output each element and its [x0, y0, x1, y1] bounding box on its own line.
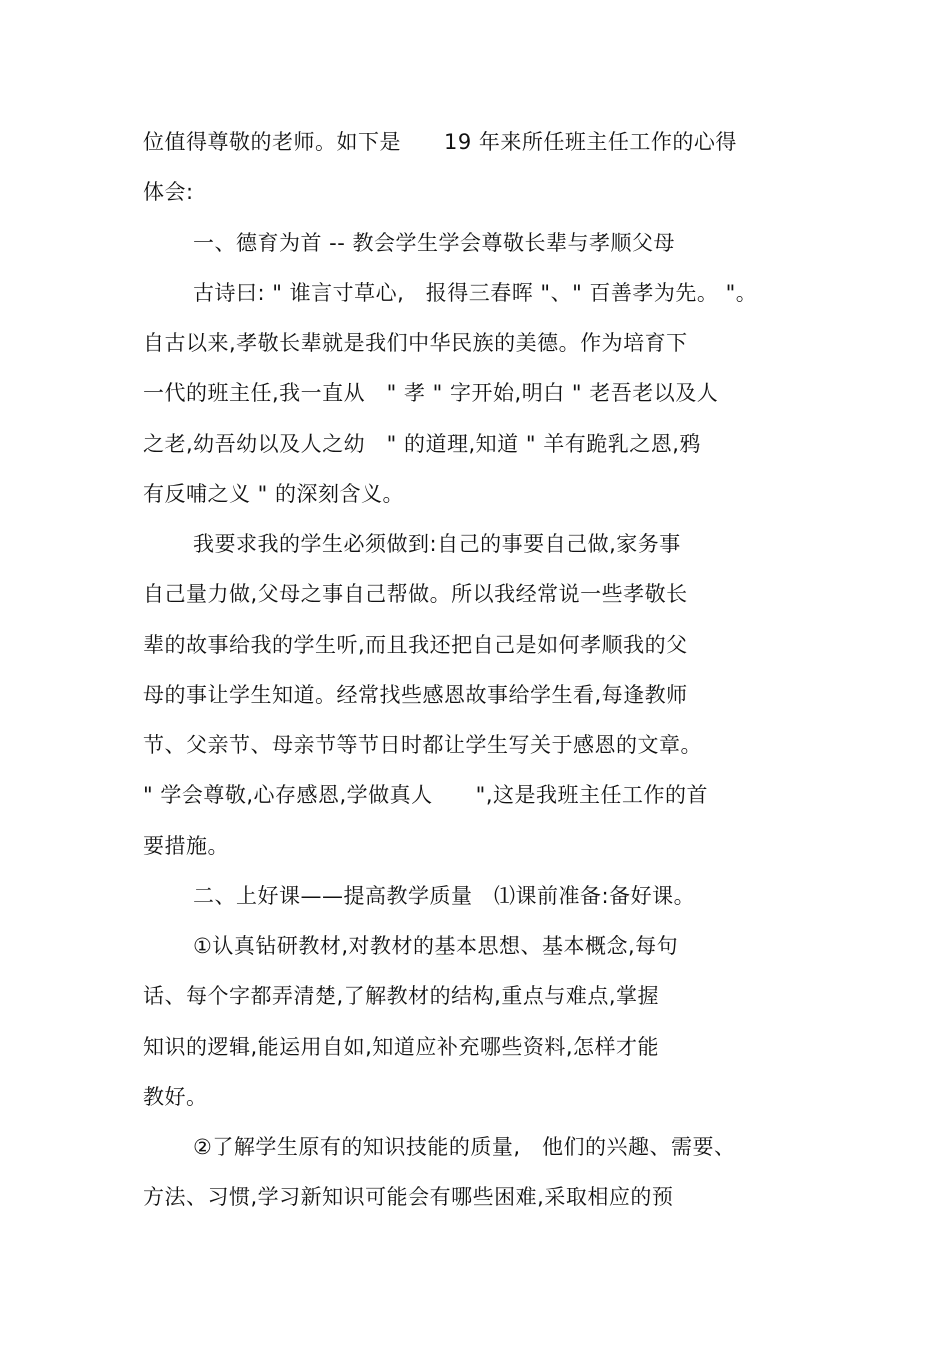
text-line: 教好。 [143, 1085, 208, 1109]
text-line: 位值得尊敬的老师。如下是 19 年来所任班主任工作的心得 [143, 130, 737, 154]
text-line: 自古以来,孝敬长辈就是我们中华民族的美德。作为培育下 [143, 331, 688, 355]
text-line: ①认真钻研教材,对教材的基本思想、基本概念,每句 [193, 934, 679, 958]
text-line: 话、每个字都弄清楚,了解教材的结构,重点与难点,掌握 [143, 984, 660, 1008]
text-line: ②了解学生原有的知识技能的质量, 他们的兴趣、需要、 [193, 1135, 736, 1159]
text-line: 方法、习惯,学习新知识可能会有哪些困难,采取相应的预 [143, 1185, 674, 1209]
text-line: 节、父亲节、母亲节等节日时都让学生写关于感恩的文章。 [143, 733, 702, 757]
text-line: 我要求我的学生必须做到:自己的事要自己做,家务事 [193, 532, 681, 556]
text-line: 要措施。 [143, 834, 229, 858]
text-line: 母的事让学生知道。经常找些感恩故事给学生看,每逢教师 [143, 683, 688, 707]
text-line: 自己量力做,父母之事自己帮做。所以我经常说一些孝敬长 [143, 582, 688, 606]
section-heading-1: 一、德育为首 -- 教会学生学会尊敬长辈与孝顺父母 [193, 231, 676, 255]
text-line: 有反哺之义 " 的深刻含义。 [143, 482, 405, 506]
text-line: " 学会尊敬,心存感恩,学做真人 ",这是我班主任工作的首 [143, 783, 709, 807]
text-line: 之老,幼吾幼以及人之幼 " 的道理,知道 " 羊有跪乳之恩,鸦 [143, 432, 701, 456]
section-heading-2: 二、上好课——提高教学质量 ⑴课前准备:备好课。 [193, 884, 696, 908]
text-line: 体会: [143, 180, 194, 204]
text-line: 古诗曰: " 谁言寸草心, 报得三春晖 "、" 百善孝为先。 "。 [193, 281, 758, 305]
text-line: 一代的班主任,我一直从 " 孝 " 字开始,明白 " 老吾老以及人 [143, 381, 719, 405]
text-line: 知识的逻辑,能运用自如,知道应补充哪些资料,怎样才能 [143, 1035, 660, 1059]
text-line: 辈的故事给我的学生听,而且我还把自己是如何孝顺我的父 [143, 633, 688, 657]
